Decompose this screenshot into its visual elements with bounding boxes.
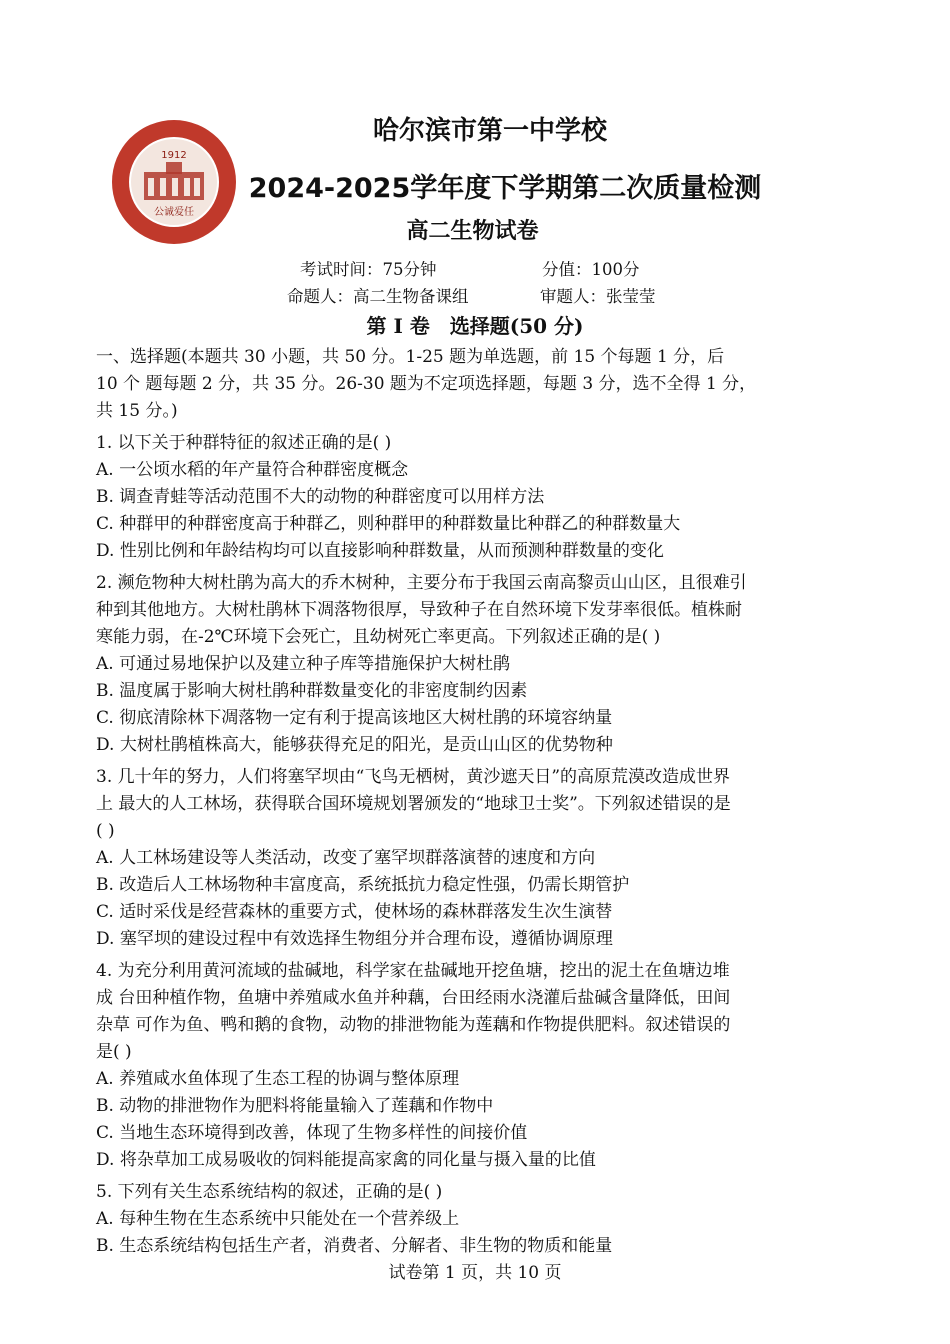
- svg-text:公诚爱任: 公诚爱任: [154, 207, 194, 218]
- question-stem: 种到其他地方。大树杜鹃林下凋落物很厚，导致种子在自然环境下发芽率很低。植株耐: [96, 600, 742, 620]
- question-stem: 杂草 可作为鱼、鸭和鹅的食物，动物的排泄物能为莲藕和作物提供肥料。叙述错误的: [96, 1015, 731, 1035]
- option-a: A. 一公顷水稻的年产量符合种群密度概念: [96, 460, 409, 480]
- question-stem: 成 台田种植作物，鱼塘中养殖咸水鱼并种藕，台田经雨水浇灌后盐碱含量降低，田间: [96, 988, 731, 1008]
- option-b: B. 动物的排泄物作为肥料将能量输入了莲藕和作物中: [96, 1096, 494, 1116]
- question-stem: 上 最大的人工林场，获得联合国环境规划署颁发的“地球卫士奖”。下列叙述错误的是: [96, 794, 731, 814]
- question-1: [96, 430, 856, 564]
- option-a: A. 人工林场建设等人类活动，改变了塞罕坝群落演替的速度和方向: [96, 848, 596, 868]
- option-c: C. 当地生态环境得到改善，体现了生物多样性的间接价值: [96, 1123, 528, 1143]
- subject-title: 高二生物试卷: [406, 219, 539, 244]
- question-4: [96, 958, 856, 1173]
- question-3: [96, 764, 856, 952]
- option-d: D. 塞罕坝的建设过程中有效选择生物组分并合理布设，遵循协调原理: [96, 929, 613, 949]
- question-stem: 2. 濒危物种大树杜鹃为高大的乔木树种，主要分布于我国云南高黎贡山山区，且很难引: [96, 573, 747, 593]
- exam-score: 分值：100分: [542, 260, 640, 279]
- school-name: 哈尔滨市第一中学校: [372, 116, 607, 146]
- exam-content: [96, 344, 856, 1259]
- school-seal-logo: [110, 118, 238, 246]
- instruction-line: 10 个 题每题 2 分，共 35 分。26-30 题为不定项选择题，每题 3 分，选不全得 1 分，: [96, 374, 757, 394]
- question-2: [96, 570, 856, 758]
- section-title: 第 I 卷 选择题(50 分): [366, 314, 584, 338]
- exam-author: 命题人：高二生物备课组: [287, 287, 469, 306]
- option-d: D. 大树杜鹃植株高大，能够获得充足的阳光，是贡山山区的优势物种: [96, 735, 613, 755]
- instruction-line: 一、选择题(本题共 30 小题，共 50 分。1-25 题为单选题，前 15 个每题 1 分，后: [96, 347, 725, 367]
- question-stem: 5. 下列有关生态系统结构的叙述，正确的是( ): [96, 1182, 443, 1202]
- option-b: B. 调查青蛙等活动范围不大的动物的种群密度可以用样方法: [96, 487, 545, 507]
- question-stem: 1. 以下关于种群特征的叙述正确的是( ): [96, 433, 392, 453]
- option-d: D. 将杂草加工成易吸收的饲料能提高家禽的同化量与摄入量的比值: [96, 1150, 596, 1170]
- option-b: B. 生态系统结构包括生产者，消费者、分解者、非生物的物质和能量: [96, 1236, 613, 1256]
- instructions: [96, 344, 856, 424]
- option-d: D. 性别比例和年龄结构均可以直接影响种群数量，从而预测种群数量的变化: [96, 541, 664, 561]
- option-b: B. 改造后人工林场物种丰富度高，系统抵抗力稳定性强，仍需长期管护: [96, 875, 630, 895]
- question-stem: 4. 为充分利用黄河流域的盐碱地，科学家在盐碱地开挖鱼塘，挖出的泥土在鱼塘边堆: [96, 961, 730, 981]
- exam-title: 2024-2025学年度下学期第二次质量检测: [248, 173, 762, 204]
- page-footer: 试卷第 1 页，共 10 页: [388, 1263, 562, 1283]
- instruction-line: 共 15 分。): [96, 401, 178, 421]
- option-c: C. 种群甲的种群密度高于种群乙，则种群甲的种群数量比种群乙的种群数量大: [96, 514, 681, 534]
- option-c: C. 适时采伐是经营森林的重要方式，使林场的森林群落发生次生演替: [96, 902, 613, 922]
- question-stem: 3. 几十年的努力，人们将塞罕坝由“飞鸟无栖树，黄沙遮天日”的高原荒漠改造成世界: [96, 767, 731, 787]
- question-stem: 寒能力弱，在-2℃环境下会死亡，且幼树死亡率更高。下列叙述正确的是( ): [96, 627, 661, 647]
- option-a: A. 可通过易地保护以及建立种子库等措施保护大树杜鹃: [96, 654, 511, 674]
- exam-time: 考试时间：75分钟: [300, 260, 437, 279]
- question-stem: ( ): [96, 821, 115, 841]
- exam-reviewer: 审题人：张莹莹: [540, 287, 656, 306]
- question-5: [96, 1179, 856, 1259]
- option-b: B. 温度属于影响大树杜鹃种群数量变化的非密度制约因素: [96, 681, 528, 701]
- option-a: A. 每种生物在生态系统中只能处在一个营养级上: [96, 1209, 460, 1229]
- option-a: A. 养殖咸水鱼体现了生态工程的协调与整体原理: [96, 1069, 460, 1089]
- question-stem: 是( ): [96, 1042, 132, 1062]
- option-c: C. 彻底清除林下凋落物一定有利于提高该地区大树杜鹃的环境容纳量: [96, 708, 613, 728]
- svg-text:1912: 1912: [161, 150, 187, 161]
